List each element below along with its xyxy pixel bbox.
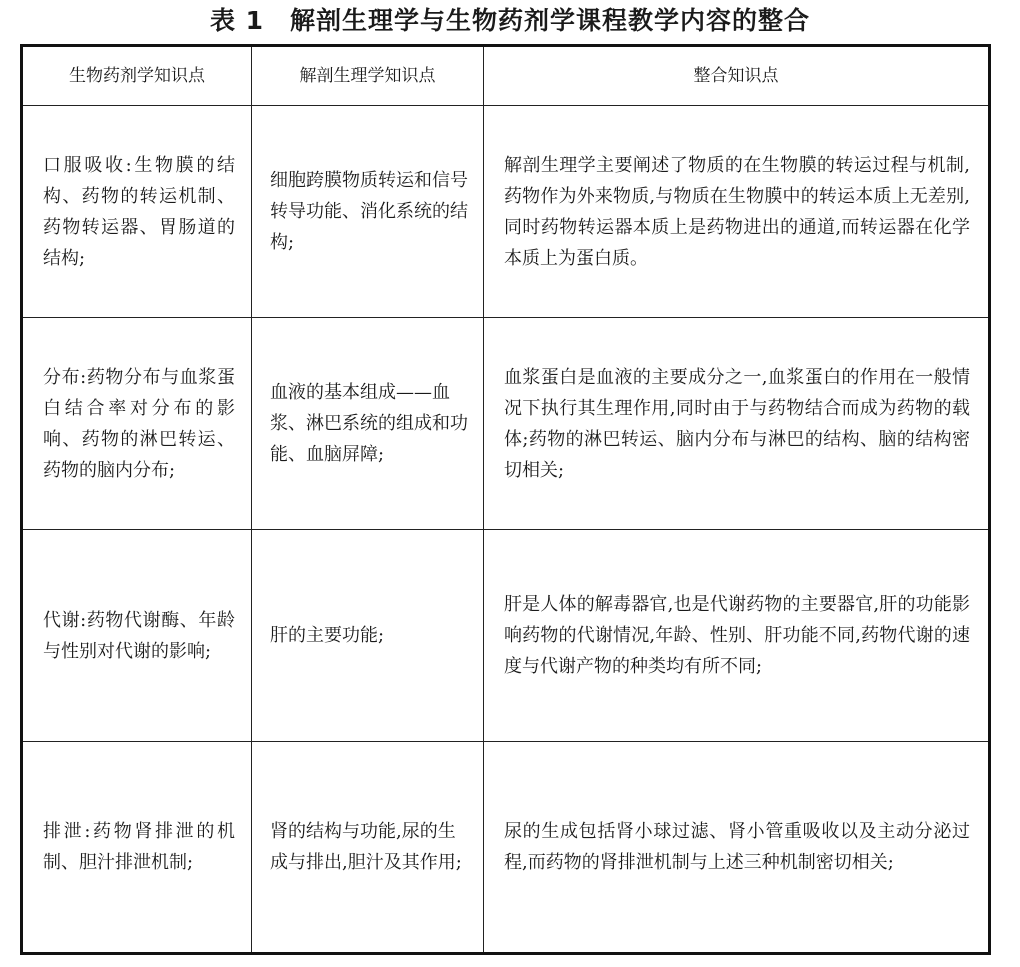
table-number: 表 1 [209, 6, 265, 35]
table-row-distribution [22, 318, 990, 530]
header-integration: 整合知识点 [484, 46, 990, 106]
table-row-absorption [22, 106, 990, 318]
cell-integration: 解剖生理学主要阐述了物质的在生物膜的转运过程与机制,药物作为外来物质,与物质在生物膜中的转运本质上无差别,同时药物转运器本质上是药物进出的通道,而转运器在化学本质上为蛋白质。 [484, 106, 990, 318]
table-row-excretion [22, 742, 990, 954]
integration-table [20, 44, 991, 955]
cell-biopharm: 分布:药物分布与血浆蛋白结合率对分布的影响、药物的淋巴转运、药物的脑内分布; [22, 318, 252, 530]
cell-integration: 肝是人体的解毒器官,也是代谢药物的主要器官,肝的功能影响药物的代谢情况,年龄、性别、肝功能不同,药物代谢的速度与代谢产物的种类均有所不同; [484, 530, 990, 742]
cell-integration: 尿的生成包括肾小球过滤、肾小管重吸收以及主动分泌过程,而药物的肾排泄机制与上述三种机制密切相关; [484, 742, 990, 954]
header-biopharm: 生物药剂学知识点 [22, 46, 252, 106]
cell-anatomy: 血液的基本组成——血浆、淋巴系统的组成和功能、血脑屏障; [252, 318, 484, 530]
cell-anatomy: 肾的结构与功能,尿的生成与排出,胆汁及其作用; [252, 742, 484, 954]
cell-biopharm: 口服吸收:生物膜的结构、药物的转运机制、药物转运器、胃肠道的结构; [22, 106, 252, 318]
cell-biopharm: 代谢:药物代谢酶、年龄与性别对代谢的影响; [22, 530, 252, 742]
cell-biopharm: 排泄:药物肾排泄的机制、胆汁排泄机制; [22, 742, 252, 954]
cell-anatomy: 细胞跨膜物质转运和信号转导功能、消化系统的结构; [252, 106, 484, 318]
header-anatomy: 解剖生理学知识点 [252, 46, 484, 106]
table-caption [0, 6, 1020, 36]
table-row-metabolism [22, 530, 990, 742]
table-header-row [22, 46, 990, 106]
cell-integration: 血浆蛋白是血液的主要成分之一,血浆蛋白的作用在一般情况下执行其生理作用,同时由于与药物结合而成为药物的载体;药物的淋巴转运、脑内分布与淋巴的结构、脑的结构密切相关; [484, 318, 990, 530]
cell-anatomy: 肝的主要功能; [252, 530, 484, 742]
table-title: 解剖生理学与生物药剂学课程教学内容的整合 [290, 6, 811, 35]
